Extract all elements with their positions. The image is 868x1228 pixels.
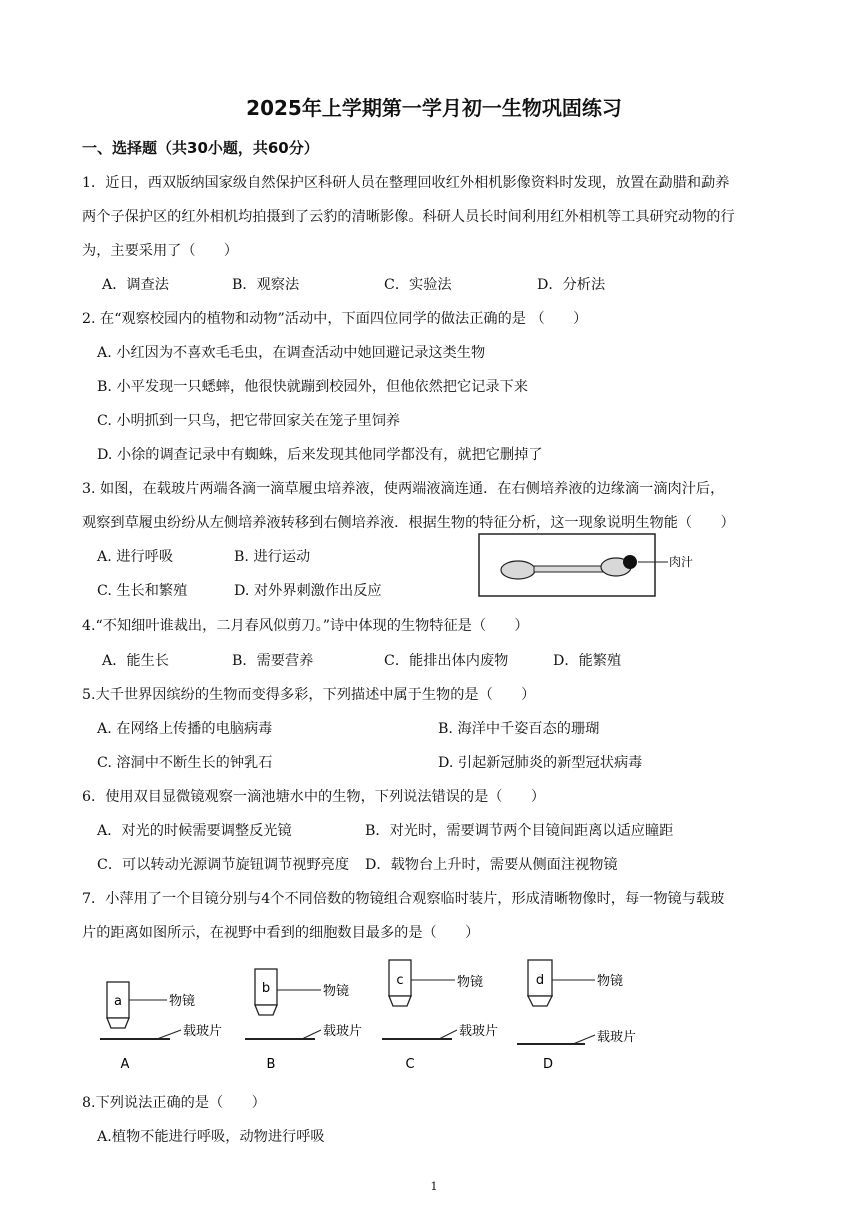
q8-option-a: A.植物不能进行呼吸，动物进行呼吸	[97, 1129, 325, 1145]
q3-line-2: 观察到草履虫纷纷从左侧培养液转移到右侧培养液．根据生物的特征分析，这一现象说明生物能（ ）	[82, 515, 735, 531]
q3-option-b: B. 进行运动	[234, 549, 311, 565]
choice-d-label: D	[542, 1057, 554, 1072]
broth-drop	[623, 555, 637, 569]
q2-stem: 2. 在“观察校园内的植物和动物”活动中，下面四位同学的做法正确的是 （ ）	[82, 311, 588, 327]
q6-option-d: D．载物台上升时，需要从侧面注视物镜	[365, 857, 618, 873]
page-title: 2025年上学期第一学月初一生物巩固练习	[246, 96, 622, 120]
q8-stem: 8.下列说法正确的是（ ）	[82, 1095, 266, 1111]
lens-letter-a: a	[114, 994, 122, 1009]
q4-option-b: B．需要营养	[232, 653, 314, 669]
q4-stem: 4.“不知细叶谁裁出，二月春风似剪刀。”诗中体现的生物特征是（ ）	[82, 618, 529, 634]
lens-letter-b: b	[261, 981, 271, 996]
q5-stem: 5.大千世界因缤纷的生物而变得多彩，下列描述中属于生物的是（ ）	[82, 687, 536, 703]
choice-c-label: C	[405, 1057, 415, 1072]
q6-option-b: B．对光时，需要调节两个目镜间距离以适应瞳距	[365, 823, 674, 839]
lens-letter-d: d	[535, 973, 545, 988]
q2-option-a: A. 小红因为不喜欢毛毛虫，在调查活动中她回避记录这类生物	[97, 345, 486, 361]
page-number: 1	[430, 1180, 438, 1193]
objective-label-a: 物镜	[169, 994, 196, 1009]
choice-b-label: B	[266, 1057, 276, 1072]
q3-line-1: 3. 如图，在载玻片两端各滴一滴草履虫培养液，使两端液滴连通．在右侧培养液的边缘滴一滴肉汁后，	[82, 481, 725, 497]
q1-option-c: C．实验法	[384, 277, 452, 293]
q5-option-b: B. 海洋中千姿百态的珊瑚	[438, 721, 600, 737]
objective-b	[245, 969, 362, 1072]
broth-label: 肉汁	[669, 555, 694, 569]
q6-option-c: C．可以转动光源调节旋钮调节视野亮度	[97, 857, 350, 873]
slide-figure	[478, 533, 708, 601]
q5-option-d: D. 引起新冠肺炎的新型冠状病毒	[438, 755, 643, 771]
section-heading: 一、选择题（共30小题，共60分）	[82, 139, 319, 157]
slide-label-b: 载玻片	[323, 1024, 363, 1039]
q1-option-d: D．分析法	[537, 277, 606, 293]
q2-option-b: B. 小平发现一只蟋蟀，他很快就蹦到校园外，但他依然把它记录下来	[97, 379, 528, 395]
q7-line-2: 片的距离如图所示，在视野中看到的细胞数目最多的是（ ）	[82, 925, 480, 941]
q1-line-3: 为，主要采用了（ ）	[82, 243, 239, 259]
q2-option-d: D. 小徐的调查记录中有蜘蛛，后来发现其他同学都没有，就把它删掉了	[97, 447, 543, 463]
q4-option-d: D．能繁殖	[553, 653, 622, 669]
q3-option-a: A. 进行呼吸	[97, 549, 174, 565]
liquid-bridge	[534, 566, 604, 572]
q4-option-c: C．能排出体内废物	[384, 653, 509, 669]
objective-d	[517, 960, 636, 1072]
q1-option-b: B．观察法	[232, 277, 300, 293]
objective-label-d: 物镜	[597, 974, 624, 989]
q6-option-a: A．对光的时候需要调整反光镜	[97, 823, 292, 839]
q5-option-a: A. 在网络上传播的电脑病毒	[97, 721, 273, 737]
q6-stem: 6．使用双目显微镜观察一滴池塘水中的生物，下列说法错误的是（ ）	[82, 789, 546, 805]
choice-a-label: A	[120, 1057, 130, 1072]
left-droplet	[501, 561, 535, 579]
objective-a	[100, 982, 222, 1072]
slide-label-d: 载玻片	[597, 1030, 637, 1045]
objective-label-c: 物镜	[457, 975, 484, 990]
q1-line-2: 两个子保护区的红外相机均拍摄到了云豹的清晰影像。科研人员长时间利用红外相机等工具研究动物的行	[82, 209, 735, 225]
q7-line-1: 7．小萍用了一个目镜分别与4个不同倍数的物镜组合观察临时装片，形成清晰物像时，每一物镜与载玻	[82, 891, 725, 907]
q5-option-c: C. 溶洞中不断生长的钟乳石	[97, 755, 273, 771]
q1-option-a: A．调查法	[102, 277, 169, 293]
q1-line-1: 1．近日，西双版纳国家级自然保护区科研人员在整理回收红外相机影像资料时发现，放置在勐腊和勐养	[82, 175, 730, 191]
objective-figure	[95, 955, 655, 1075]
objective-label-b: 物镜	[323, 984, 350, 999]
slide-label-a: 载玻片	[183, 1024, 223, 1039]
slide-label-c: 载玻片	[459, 1024, 499, 1039]
q3-option-c: C. 生长和繁殖	[97, 583, 188, 599]
objective-c	[382, 960, 498, 1072]
lens-letter-c: c	[396, 973, 404, 988]
q4-option-a: A．能生长	[102, 653, 169, 669]
q3-option-d: D. 对外界刺激作出反应	[234, 583, 382, 599]
q2-option-c: C. 小明抓到一只鸟，把它带回家关在笼子里饲养	[97, 413, 401, 429]
